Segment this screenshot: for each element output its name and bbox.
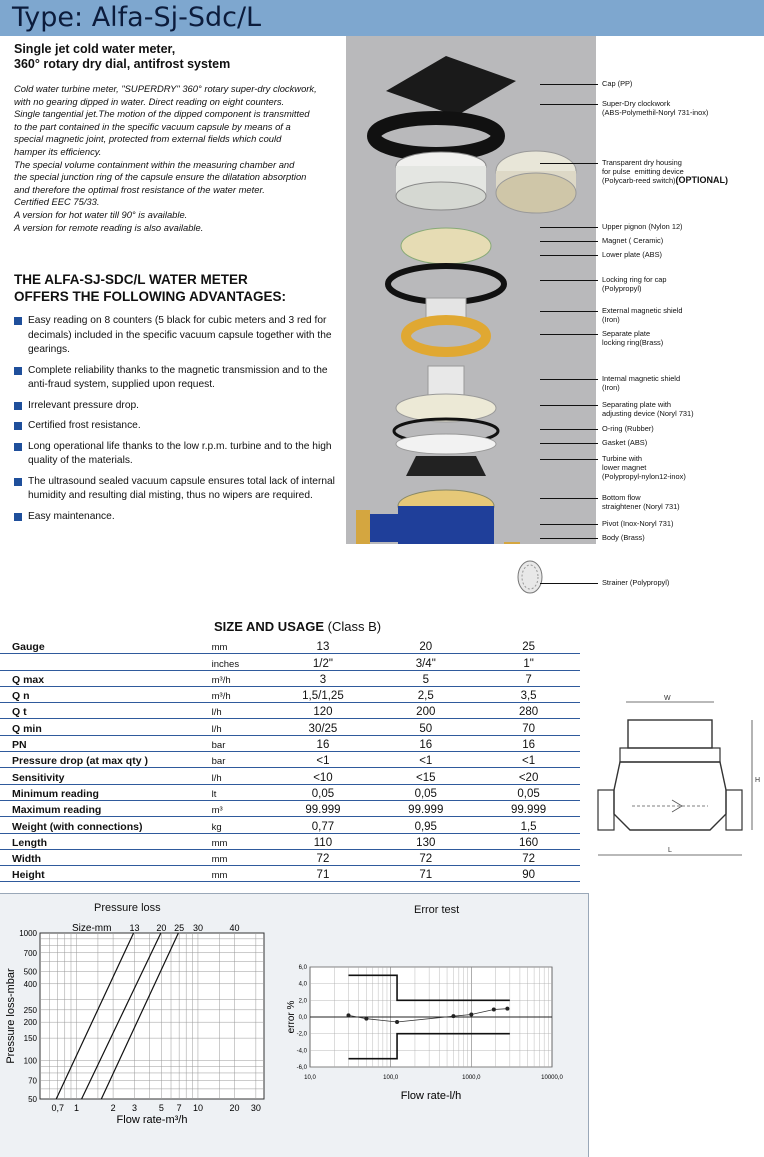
row-value: 1"	[477, 654, 580, 670]
leader-line	[540, 583, 598, 584]
error-data-point	[469, 1013, 473, 1017]
row-value: 30/25	[272, 719, 375, 735]
advantage-item	[14, 440, 350, 469]
row-value: 1,5/1,25	[272, 686, 375, 702]
turbine-shape	[406, 456, 486, 476]
y-tick-label: -2,0	[296, 1031, 307, 1038]
row-value: 90	[477, 866, 580, 882]
row-unit: l/h	[212, 703, 272, 719]
row-unit: m³/h	[212, 670, 272, 686]
length-label: L	[668, 847, 672, 854]
advantages-heading-line: THE ALFA-SJ-SDC/L WATER METER	[14, 272, 248, 287]
row-value: 99.999	[374, 800, 477, 816]
row-label: Gauge	[0, 638, 212, 654]
y-tick-label: 6,0	[298, 965, 307, 971]
leader-line	[540, 429, 598, 430]
y-tick-label: 2,0	[298, 998, 307, 1005]
part-label-text: Upper pignon (Nylon 12)	[602, 222, 683, 231]
subtitle-line: Single jet cold water meter,	[14, 42, 176, 56]
error-data-point	[364, 1017, 368, 1021]
part-label-text: Pivot (Inox-Noryl 731)	[602, 519, 674, 528]
table-row	[0, 703, 580, 719]
x-tick-label: 5	[158, 1103, 164, 1113]
y-tick-label: 200	[23, 1018, 37, 1028]
advantage-text: The ultrasound sealed vacuum capsule ensures total lack of internal humidity and resulting dial misting, thus no wipers are required.	[28, 475, 335, 501]
bullet-square-icon	[14, 513, 22, 521]
row-value: <1	[272, 752, 375, 768]
intro-line: hamper its efficiency.	[14, 145, 102, 157]
part-label	[602, 222, 683, 231]
part-label	[602, 275, 667, 293]
part-label	[602, 306, 683, 324]
part-label-text: Locking ring for cap (Polypropyl)	[602, 275, 667, 293]
exploded-view-panel	[346, 36, 596, 544]
row-value: 71	[272, 866, 375, 882]
strainer-illustration	[510, 555, 550, 600]
outlet-thread-shape	[504, 542, 520, 544]
row-unit: lt	[212, 784, 272, 800]
cap-lid-shape	[386, 56, 516, 116]
intro-line: A version for hot water till 90° is available.	[14, 208, 188, 220]
leader-line	[540, 443, 598, 444]
error-data-point	[505, 1007, 509, 1011]
row-value: 0,77	[272, 817, 375, 833]
row-value: 16	[272, 735, 375, 751]
y-tick-label: 700	[23, 948, 37, 958]
part-label	[602, 99, 708, 117]
advantage-text: Easy maintenance.	[28, 510, 115, 522]
row-unit: m³/h	[212, 686, 272, 702]
row-label: Q min	[0, 719, 212, 735]
locking-ring-shape	[388, 266, 504, 302]
table-row	[0, 670, 580, 686]
row-label: PN	[0, 735, 212, 751]
row-value: 72	[477, 849, 580, 865]
internal-shield-shape	[428, 366, 464, 398]
advantage-item	[14, 364, 350, 393]
row-label: Q t	[0, 703, 212, 719]
row-value: <10	[272, 768, 375, 784]
row-label: Maximum reading	[0, 800, 212, 816]
row-unit: bar	[212, 735, 272, 751]
x-tick-label: 10	[192, 1103, 203, 1113]
row-value: 1,5	[477, 817, 580, 833]
row-value: 16	[374, 735, 477, 751]
advantages-list	[14, 314, 350, 530]
table-class-label: (Class B)	[327, 619, 382, 634]
bullet-square-icon	[14, 402, 22, 410]
advantage-item	[14, 510, 350, 525]
row-unit: l/h	[212, 719, 272, 735]
part-label	[602, 533, 645, 542]
bullet-square-icon	[14, 367, 22, 375]
row-value: 3/4"	[374, 654, 477, 670]
intro-line: Single tangential jet.The motion of the dipped component is transmitted	[14, 108, 310, 120]
gasket-shape	[396, 434, 496, 454]
subtitle-line: 360° rotary dry dial, antifrost system	[14, 57, 231, 71]
right-connection-outline	[726, 790, 742, 830]
y-tick-label: 4,0	[298, 981, 307, 988]
exploded-view-illustration	[346, 36, 596, 544]
leader-line	[540, 524, 598, 525]
part-label-text: Cap (PP)	[602, 79, 633, 88]
row-value: 130	[374, 833, 477, 849]
body-shape	[398, 506, 494, 544]
table-row	[0, 735, 580, 751]
leader-line	[540, 538, 598, 539]
table-row	[0, 784, 580, 800]
row-value: 3	[272, 670, 375, 686]
pressure-loss-chart	[0, 915, 280, 1155]
x-tick-label: 1000,0	[462, 1075, 481, 1081]
part-label	[602, 236, 663, 245]
table-row	[0, 638, 580, 654]
row-value: 16	[477, 735, 580, 751]
advantage-text: Long operational life thanks to the low r.p.m. turbine and to the high quality of the materials.	[28, 440, 332, 466]
x-axis-label: Flow rate-m³/h	[116, 1114, 188, 1126]
y-tick-label: -4,0	[296, 1048, 307, 1055]
advantage-item	[14, 399, 350, 414]
row-value: 25	[477, 638, 580, 654]
table-row	[0, 686, 580, 702]
x-tick-label: 2	[110, 1103, 116, 1113]
table-row	[0, 752, 580, 768]
row-label: Minimum reading	[0, 784, 212, 800]
row-unit: mm	[212, 866, 272, 882]
bullet-square-icon	[14, 422, 22, 430]
x-tick-label: 30	[250, 1103, 261, 1113]
left-connection-outline	[598, 790, 614, 830]
top-tick-label: 13	[129, 923, 140, 933]
row-label: Q max	[0, 670, 212, 686]
row-value: 72	[374, 849, 477, 865]
table-row	[0, 866, 580, 882]
leader-line	[540, 498, 598, 499]
row-value: <15	[374, 768, 477, 784]
intro-line: and therefore the optimal frost resistance of the water meter.	[14, 183, 265, 195]
row-unit: mm	[212, 638, 272, 654]
table-row	[0, 719, 580, 735]
row-value: 7	[477, 670, 580, 686]
part-label	[602, 158, 728, 185]
row-unit: mm	[212, 849, 272, 865]
error-data-point	[346, 1013, 350, 1017]
width-label: W	[664, 695, 671, 702]
dial-housing-outline	[628, 720, 712, 748]
part-label-optional: (OPTIONAL)	[675, 175, 729, 185]
dimension-drawing	[592, 690, 762, 865]
top-tick-label: 30	[192, 923, 203, 933]
intro-text	[14, 83, 349, 234]
row-value: 1/2"	[272, 654, 375, 670]
y-tick-label: 50	[28, 1095, 37, 1104]
part-label-text: O-ring (Rubber)	[602, 424, 654, 433]
part-label-text: Turbine with lower magnet (Polypropyl-nylon12-inox)	[602, 454, 686, 481]
table-title-text: SIZE AND USAGE	[214, 619, 325, 634]
row-value: <1	[477, 752, 580, 768]
error-data-point	[395, 1020, 399, 1024]
bullet-square-icon	[14, 317, 22, 325]
row-value: 71	[374, 866, 477, 882]
y-tick-label: 1000	[19, 929, 37, 938]
part-label-text: Body (Brass)	[602, 533, 645, 542]
row-value: 20	[374, 638, 477, 654]
leader-line	[540, 227, 598, 228]
row-label: Sensitivity	[0, 768, 212, 784]
row-value: 2,5	[374, 686, 477, 702]
part-label	[602, 79, 632, 88]
top-tick-label: 20	[156, 923, 167, 933]
y-tick-label: 500	[23, 967, 37, 977]
intro-line: to the part contained in the specific vacuum capsule by means of a	[14, 120, 291, 132]
error-data-point	[492, 1008, 496, 1012]
advantage-item	[14, 314, 350, 358]
row-value: 13	[272, 638, 375, 654]
size-label: Size-mm	[72, 923, 112, 934]
x-tick-label: 10,0	[304, 1075, 316, 1081]
part-label	[602, 400, 694, 418]
leader-line	[540, 280, 598, 281]
part-label-text: Magnet ( Ceramic)	[602, 236, 664, 245]
row-label	[0, 654, 212, 670]
x-tick-label: 3	[131, 1103, 137, 1113]
error-test-title: Error test	[414, 904, 460, 916]
row-value: 72	[272, 849, 375, 865]
y-tick-label: 100	[23, 1056, 37, 1066]
leader-line	[540, 163, 598, 164]
body-top-outline	[620, 748, 720, 762]
row-value: <1	[374, 752, 477, 768]
y-axis-label: error %	[286, 1000, 297, 1034]
subtitle	[14, 42, 334, 72]
advantage-item	[14, 475, 350, 504]
body-outline	[614, 762, 726, 830]
row-value: 0,05	[477, 784, 580, 800]
part-label-text: Internal magnetic shield (Iron)	[602, 374, 681, 392]
x-tick-label: 0,7	[51, 1103, 64, 1113]
cap-ring-shape	[374, 118, 498, 154]
row-label: Q n	[0, 686, 212, 702]
advantage-text: Certified frost resistance.	[28, 420, 141, 431]
part-label	[602, 454, 686, 481]
part-label	[602, 374, 680, 392]
intro-line: with no gearing dipped in water. Direct reading on eight counters.	[14, 95, 285, 107]
row-unit: mm	[212, 833, 272, 849]
y-tick-label: 250	[23, 1005, 37, 1015]
leader-line	[540, 104, 598, 105]
advantages-heading	[14, 271, 354, 305]
row-value: 120	[272, 703, 375, 719]
part-label-text: Gasket (ABS)	[602, 438, 648, 447]
bullet-square-icon	[14, 443, 22, 451]
leader-line	[540, 379, 598, 380]
part-label-text: Strainer (Polypropyl)	[602, 578, 670, 587]
page-title: Type: Alfa-Sj-Sdc/L	[12, 2, 262, 33]
leader-line	[540, 311, 598, 312]
dry-housing-shape	[496, 173, 576, 213]
advantage-item	[14, 419, 350, 434]
leader-line	[540, 334, 598, 335]
clockwork-shape	[396, 182, 486, 210]
part-label-text: Transparent dry housing for pulse emitting device (Polycarb-reed switch)	[602, 158, 684, 185]
intro-line: Certified EEC 75/33.	[14, 196, 100, 208]
y-tick-label: 70	[28, 1076, 37, 1086]
row-value: 3,5	[477, 686, 580, 702]
y-tick-label: 150	[23, 1034, 37, 1044]
table-row	[0, 768, 580, 784]
row-value: 200	[374, 703, 477, 719]
row-value: <20	[477, 768, 580, 784]
intro-line: the special junction ring of the capsule ensure the dilatation absorption	[14, 171, 307, 183]
row-value: 99.999	[272, 800, 375, 816]
table-row	[0, 833, 580, 849]
advantage-text: Irrelevant pressure drop.	[28, 399, 139, 411]
intro-line: The special volume containment within the measuring chamber and	[14, 158, 295, 170]
size-usage-table	[0, 638, 580, 882]
leader-line	[540, 459, 598, 460]
row-value: 160	[477, 833, 580, 849]
part-label-text: Separate plate locking ring(Brass)	[602, 329, 664, 347]
inlet-thread-shape	[356, 510, 370, 544]
row-value: 5	[374, 670, 477, 686]
x-tick-label: 1	[74, 1103, 80, 1113]
row-label: Weight (with connections)	[0, 817, 212, 833]
row-value: 0,95	[374, 817, 477, 833]
row-value: 0,05	[272, 784, 375, 800]
advantage-text: Easy reading on 8 counters (5 black for cubic meters and 3 red for decimals) included in the specific vacuum capsule together with the gearings.	[28, 315, 332, 355]
row-value: 50	[374, 719, 477, 735]
part-label-text: Super-Dry clockwork (ABS-Polymethil-Noryl 731-inox)	[602, 99, 709, 117]
part-label	[602, 519, 673, 528]
part-label-text: Separating plate with adjusting device (Noryl 731)	[602, 400, 694, 418]
plot-area	[40, 933, 264, 1099]
part-label	[602, 424, 654, 433]
row-value: 99.999	[477, 800, 580, 816]
y-tick-label: -6,0	[296, 1065, 307, 1071]
top-tick-label: 25	[174, 923, 185, 933]
advantages-heading-line: OFFERS THE FOLLOWING ADVANTAGES:	[14, 289, 286, 304]
part-label	[602, 578, 669, 587]
x-tick-label: 100,0	[383, 1075, 399, 1081]
brass-ring-shape	[406, 320, 486, 352]
intro-line: Cold water turbine meter, "SUPERDRY" 360° rotary super-dry clockwork,	[14, 83, 317, 94]
height-label: H	[755, 777, 761, 784]
x-tick-label: 7	[176, 1103, 182, 1113]
row-value: 70	[477, 719, 580, 735]
y-tick-label: 0,0	[298, 1015, 307, 1021]
table-title	[214, 619, 381, 634]
row-unit: m³	[212, 800, 272, 816]
row-label: Pressure drop (at max qty )	[0, 752, 212, 768]
part-label-text: Lower plate (ABS)	[602, 250, 662, 259]
x-tick-label: 20	[229, 1103, 240, 1113]
part-label	[602, 329, 663, 347]
pressure-loss-title: Pressure loss	[94, 902, 161, 914]
table-row	[0, 817, 580, 833]
part-label-text: External magnetic shield (Iron)	[602, 306, 683, 324]
row-value: 110	[272, 833, 375, 849]
x-axis-label: Flow rate-l/h	[400, 1090, 462, 1102]
part-label	[602, 493, 680, 511]
part-label	[602, 438, 647, 447]
row-label: Length	[0, 833, 212, 849]
row-unit: bar	[212, 752, 272, 768]
part-label-text: Bottom flow straightener (Noryl 731)	[602, 493, 680, 511]
y-axis-label: Pressure loss-mbar	[5, 968, 17, 1064]
table-row	[0, 654, 580, 670]
leader-line	[540, 241, 598, 242]
bullet-square-icon	[14, 478, 22, 486]
x-tick-label: 10000,0	[541, 1075, 563, 1081]
row-label: Height	[0, 866, 212, 882]
table-row	[0, 849, 580, 865]
top-tick-label: 40	[229, 923, 240, 933]
y-tick-label: 400	[23, 979, 37, 989]
row-value: 280	[477, 703, 580, 719]
intro-line: special magnetic joint, protected from external fields which could	[14, 133, 282, 145]
row-unit: inches	[212, 654, 272, 670]
leader-line	[540, 255, 598, 256]
intro-line: A version for remote reading is also available.	[14, 221, 204, 233]
leader-line	[540, 84, 598, 85]
table-row	[0, 800, 580, 816]
advantage-text: Complete reliability thanks to the magnetic transmission and to the anti-fraud system, supplied upon request.	[28, 364, 328, 390]
lower-plate-shape	[401, 228, 491, 264]
row-label: Width	[0, 849, 212, 865]
error-data-point	[451, 1014, 455, 1018]
error-test-chart	[282, 945, 572, 1150]
row-unit: l/h	[212, 768, 272, 784]
row-unit: kg	[212, 817, 272, 833]
row-value: 0,05	[374, 784, 477, 800]
part-label	[602, 250, 662, 259]
leader-line	[540, 405, 598, 406]
